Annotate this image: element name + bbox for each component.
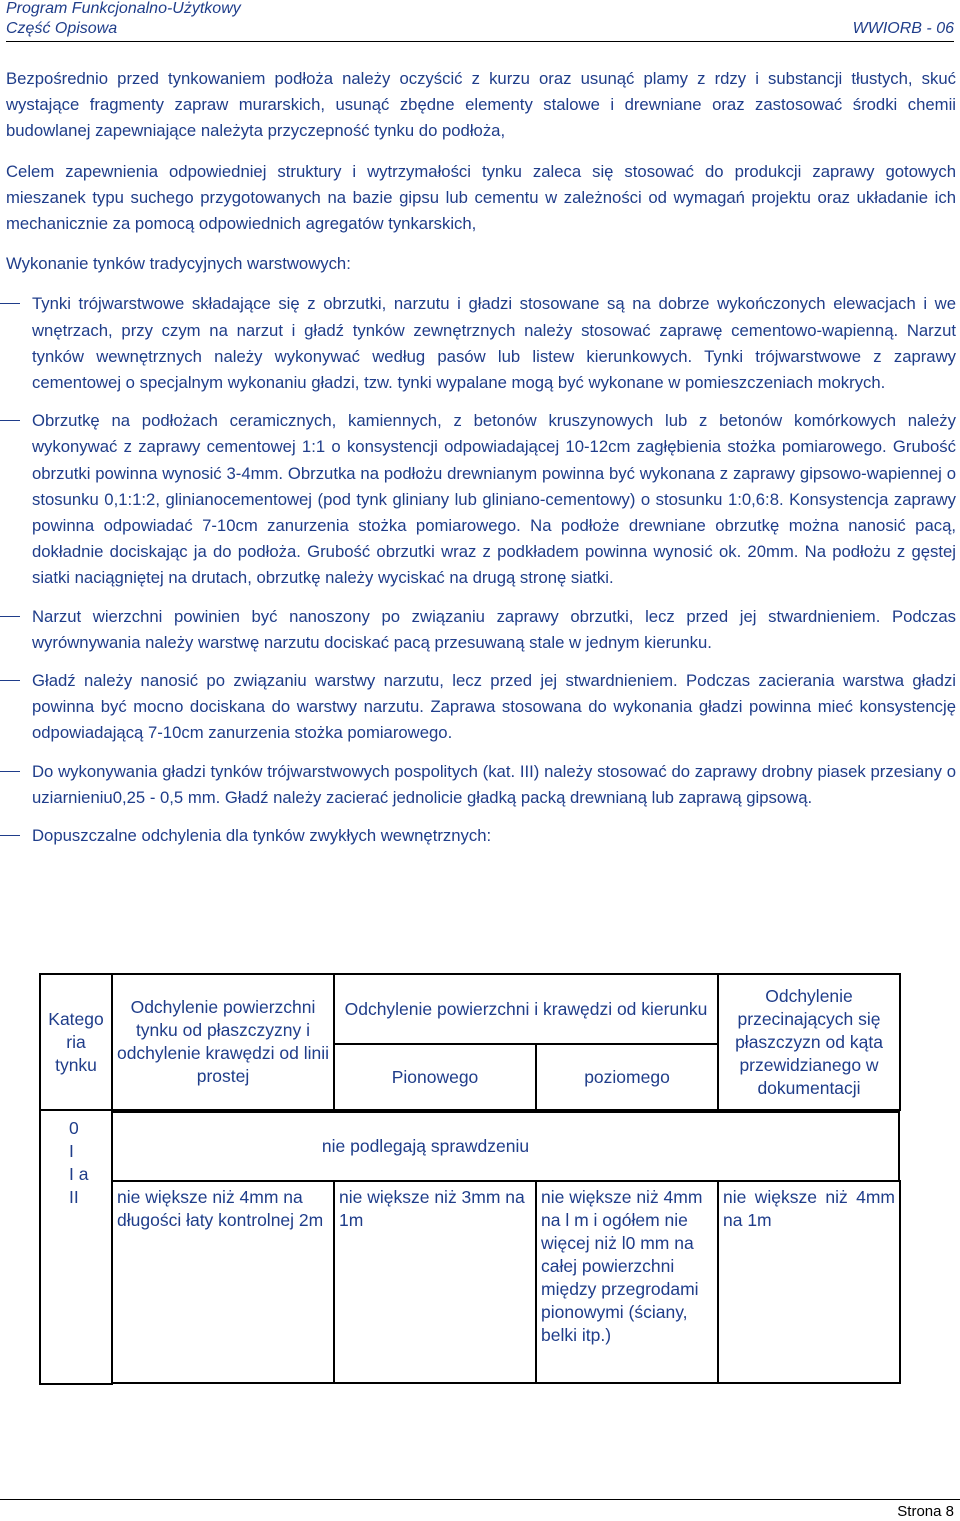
cell-group bbox=[112, 1110, 900, 1384]
list-item-text: Do wykonywania gładzi tynków trójwarstwowych pospolitych (kat. III) należy stosować do zaprawy drobny piasek przesiany o uziarnieniu0,25 - 0,5 mm. Gładź należy zacierać jednolicie gładką packą drewnianą lub zaprawą gipsową. bbox=[32, 761, 956, 807]
header-program-title: Program Funkcjonalno-Użytkowy bbox=[6, 0, 241, 17]
list-item bbox=[6, 604, 956, 656]
header-category-line: ria bbox=[66, 1031, 86, 1052]
cell-group-inner bbox=[113, 1111, 900, 1384]
document-body bbox=[6, 66, 956, 861]
table-header-row bbox=[40, 974, 900, 1044]
bullet-list bbox=[6, 291, 956, 849]
dash-bullet-icon bbox=[0, 771, 20, 772]
header-category bbox=[40, 974, 112, 1110]
cell-categories bbox=[40, 1110, 112, 1384]
header-part: Część Opisowa bbox=[6, 20, 118, 37]
dash-bullet-icon bbox=[0, 680, 20, 681]
cell-ii-vertical: nie większe niż 3mm na 1m bbox=[335, 1180, 537, 1384]
category-label: II bbox=[69, 1187, 79, 1207]
list-item bbox=[6, 668, 956, 747]
header-vertical: Pionowego bbox=[334, 1044, 536, 1110]
cell-ii-surface: nie większe niż 4mm na długości łaty kontrolnej 2m bbox=[113, 1180, 335, 1384]
dash-bullet-icon bbox=[0, 616, 20, 617]
category-label: I bbox=[69, 1141, 74, 1161]
dash-bullet-icon bbox=[0, 420, 20, 421]
dash-bullet-icon bbox=[0, 835, 20, 836]
cell-not-checked: nie podlegają sprawdzeniu bbox=[113, 1111, 900, 1180]
paragraph-substrate-preparation: Bezpośrednio przed tynkowaniem podłoża należy oczyścić z kurzu oraz usunąć plamy z rdzy i substancji tłustych, skuć wystające fragmenty zapraw murarskich, usunąć zbędne elementy stalowe i drewniane oraz zastosować środki chemii budowlanej zapewniające należyta przyczepność tynku do podłoża, bbox=[6, 69, 956, 141]
header-direction-deviation: Odchylenie powierzchni i krawędzi od kierunku bbox=[334, 974, 718, 1044]
list-item bbox=[6, 759, 956, 811]
header-divider bbox=[6, 41, 954, 42]
cell-ii-horizontal: nie większe niż 4mm na l m i ogółem nie więcej niż l0 mm na całej powierzchni między przegrodami pionowymi (ściany, belki itp.) bbox=[537, 1180, 719, 1384]
header-angle-deviation: Odchylenie przecinających się płaszczyzn od kąta przewidzianego w dokumentacji bbox=[718, 974, 900, 1110]
cell-ii-angle: nie większe niż 4mm na 1m bbox=[719, 1180, 901, 1384]
list-item bbox=[6, 408, 956, 591]
category-label: I a bbox=[69, 1164, 89, 1184]
list-item-text: Tynki trójwarstwowe składające się z obrzutki, narzutu i gładzi stosowane są na dobrze wykończonych elewacjach i we wnętrzach, przy czym na narzut i gładź tynków zewnętrznych należy stosować zaprawę cementowo-wapienną. Narzut tynków wewnętrznych należy wykonywać według pasów lub listew kierunkowych. Tynki trójwarstwowe z zaprawy cementowej o specjalnym wykonaniu gładzi, tzw. tynki wypalane mogą być wykonane w pomieszczeniach mokrych. bbox=[32, 294, 956, 393]
list-item-text: Dopuszczalne odchylenia dla tynków zwykłych wewnętrznych: bbox=[32, 826, 492, 846]
table-row bbox=[40, 1110, 900, 1384]
footer-divider bbox=[0, 1499, 960, 1500]
header-surface-deviation: Odchylenie powierzchni tynku od płaszczyzny i odchylenie krawędzi od linii prostej bbox=[112, 974, 334, 1110]
header-category-line: Katego bbox=[48, 1008, 104, 1029]
list-item bbox=[6, 823, 956, 849]
paragraph-mortar-structure: Celem zapewnienia odpowiedniej struktury i wytrzymałości tynku zaleca się stosować do produkcji zaprawy gotowych mieszanek typu suchego przygotowanych na bazie gipsu lub cementu w zależności od wymagań projektu oraz układanie ich mechanicznie za pomocą odpowiednich agregatów tynkarskich, bbox=[6, 161, 956, 234]
paragraph-traditional-plaster-heading: Wykonanie tynków tradycyjnych warstwowych: bbox=[6, 254, 351, 274]
list-item-text: Obrzutkę na podłożach ceramicznych, kamiennych, z betonów kruszynowych lub z betonów komórkowych należy wykonywać z zaprawy cementowej 1:1 o konsystencji odpowiadającej 10-12cm zagłębienia stożka pomiarowego. Grubość obrzutki powinna wynosić 3-4mm. Obrzutka na podłożu drewnianym powinna być wykonana z zaprawy gipsowo-wapiennej o stosunku 0,1:1:2, glinianocementowej (pod tynk gliniany lub gliniano-cementowy) o stosunku 1:0,6:8. Konsystencja zaprawy powinna odpowiadać 7-10cm zanurzenia stożka pomiarowego. Na podłoże drewniane obrzutkę można nanosić pacą, dokładnie dociskając ja do podłoża. Grubość obrzutki wraz z podkładem powinna wynosić ok. 20mm. Na podłożu z gęstej siatki naciągniętej na drutach, obrzutkę należy wyciskać na drugą stronę siatki. bbox=[32, 411, 956, 588]
category-label: 0 bbox=[69, 1118, 79, 1138]
deviation-table bbox=[39, 973, 901, 1385]
dash-bullet-icon bbox=[0, 303, 20, 304]
page-number: Strona 8 bbox=[897, 1503, 954, 1520]
header-document-code: WWIORB - 06 bbox=[852, 20, 954, 37]
list-item-text: Narzut wierzchni powinien być nanoszony po związaniu zaprawy obrzutki, lecz przed jej stwardnieniem. Podczas wyrównywania należy warstwę narzutu dociskać pacą przesuwaną stale w jednym kierunku. bbox=[32, 606, 956, 652]
list-item bbox=[6, 291, 956, 396]
header-horizontal: poziomego bbox=[536, 1044, 718, 1110]
list-item-text: Gładź należy nanosić po związaniu warstwy narzutu, lecz przed jej stwardnieniem. Podczas zacierania warstwa gładzi powinna być mocno dociskana do warstwy narzutu. Zaprawa stosowana do wykonania gładzi powinna mieć konsystencję odpowiadającą 7-10cm zanurzenia stożka pomiarowego. bbox=[32, 671, 956, 743]
header-category-line: tynku bbox=[55, 1054, 97, 1075]
